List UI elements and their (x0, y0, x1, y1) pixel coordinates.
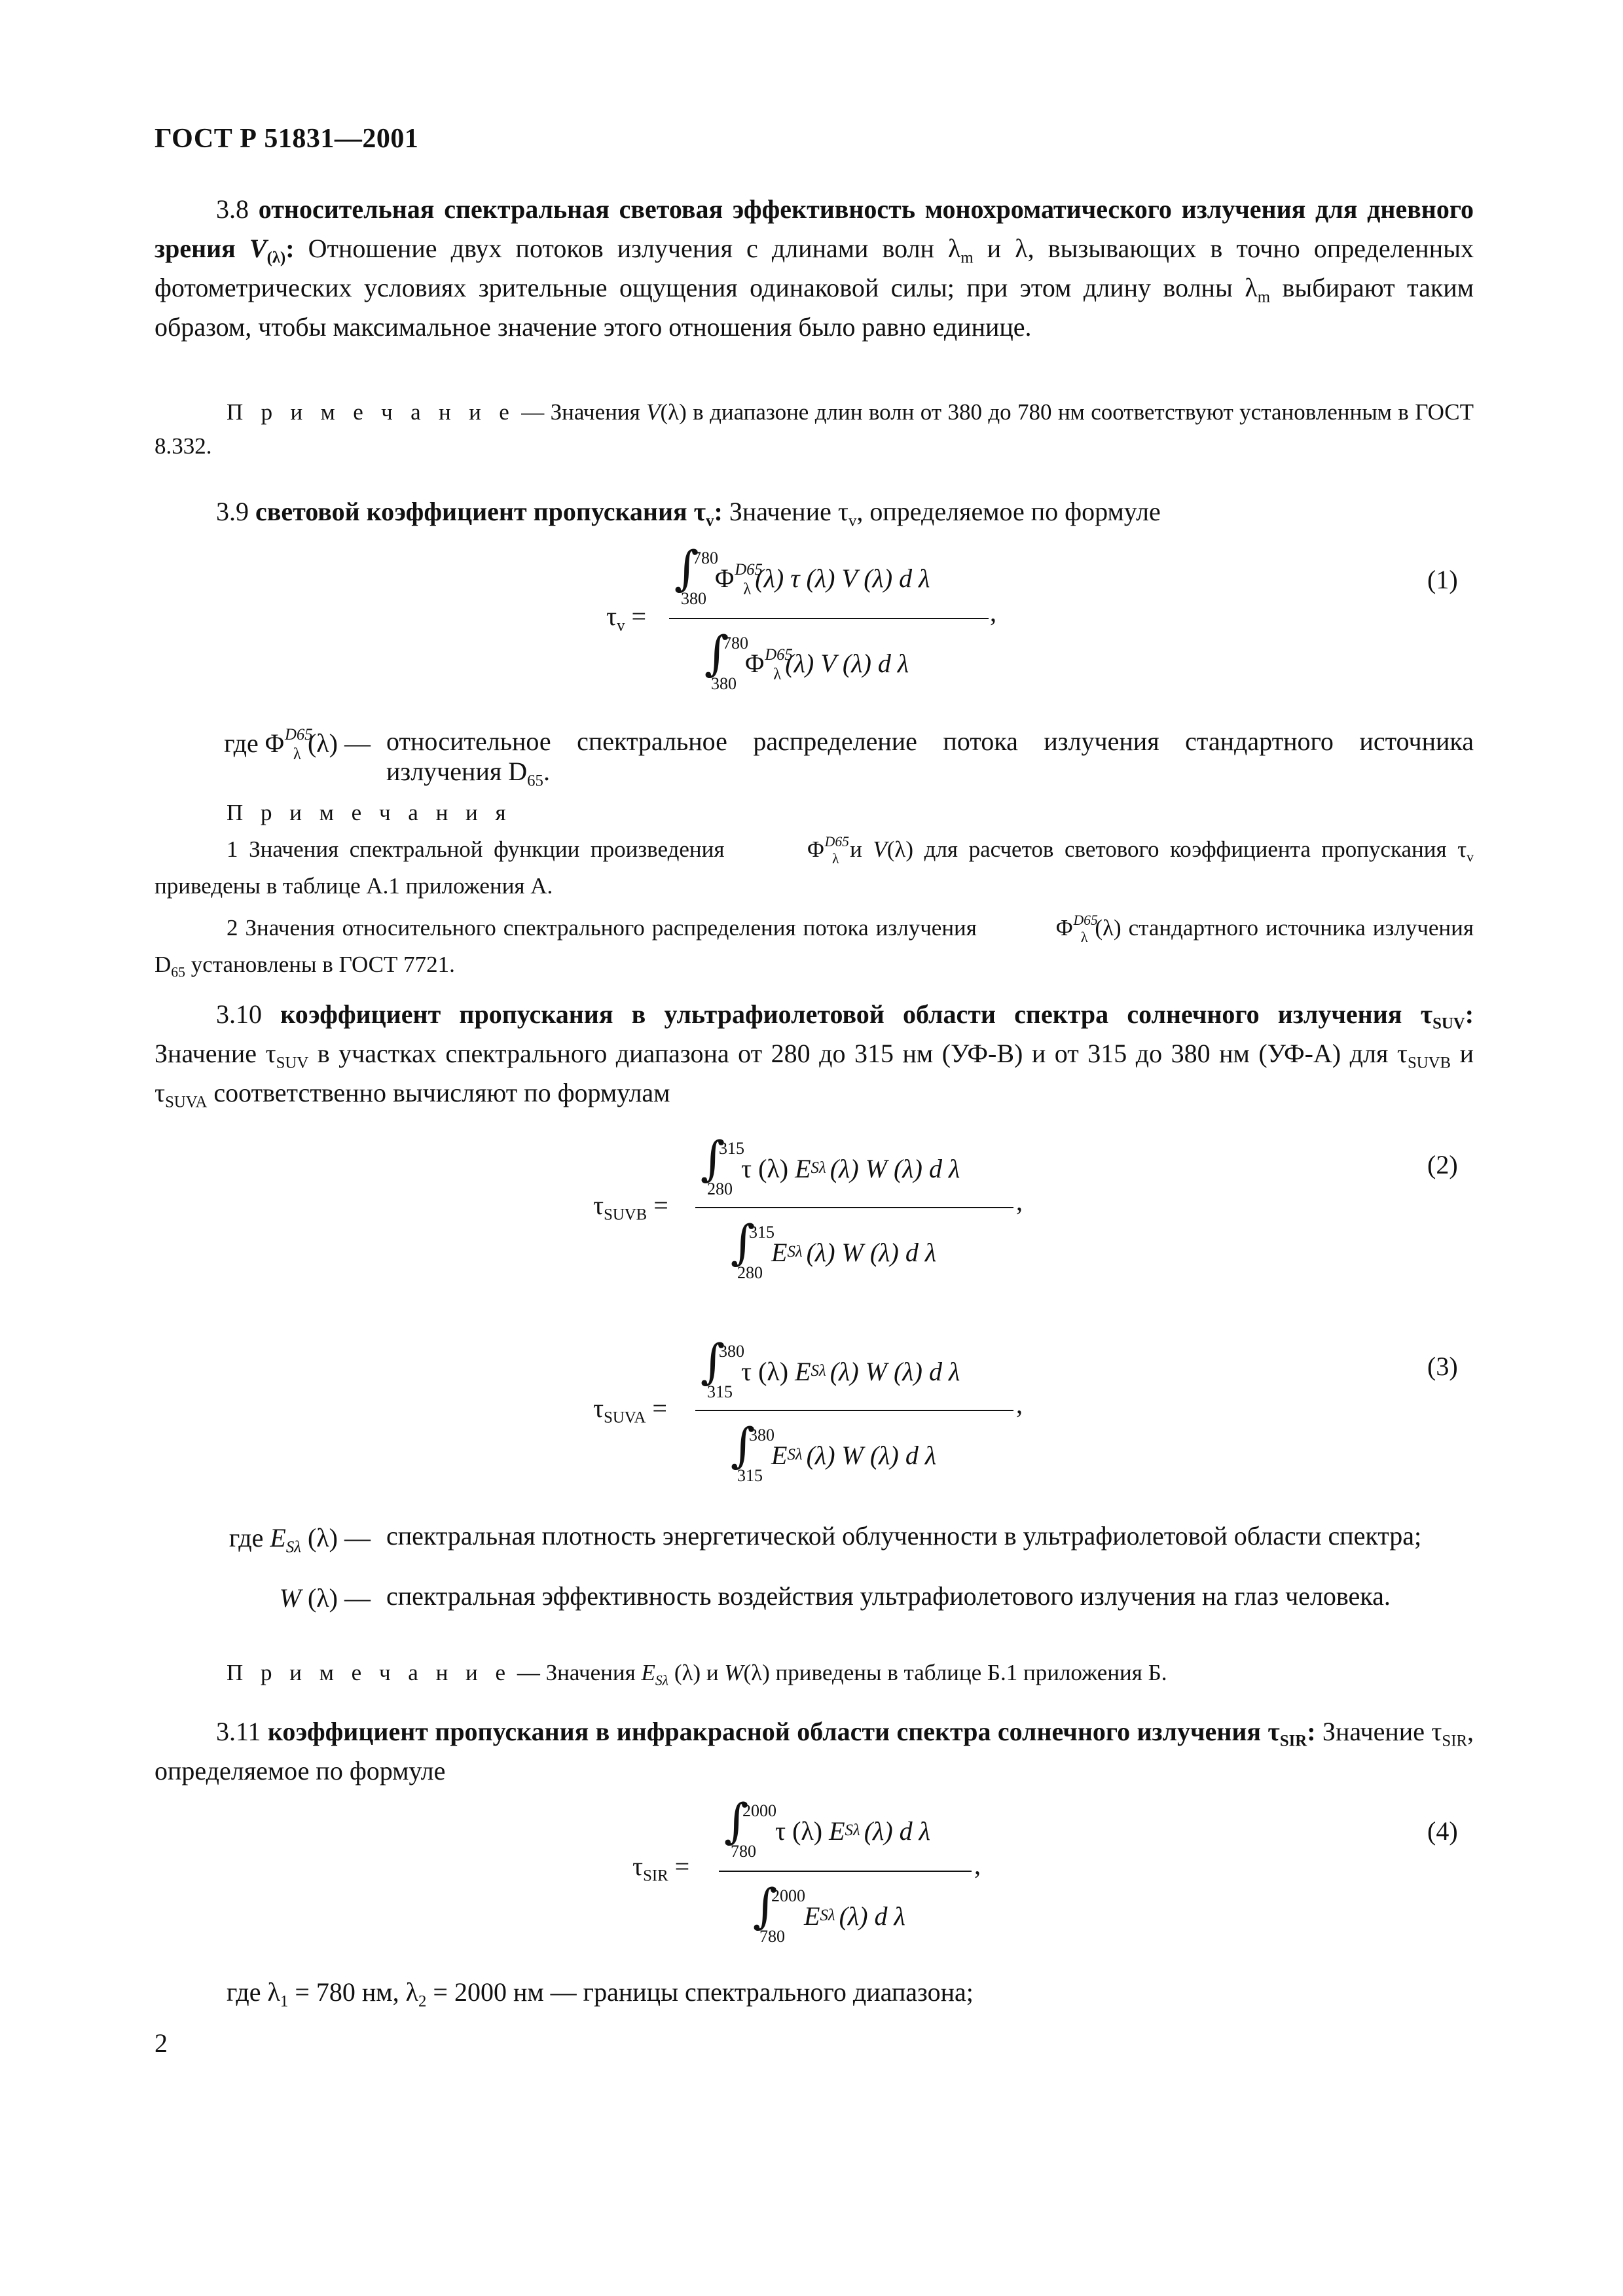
formula-denominator: ∫ 780 380 $\Phi^{D65}_\lambda$ (λ) V (λ) d λ (699, 634, 909, 692)
where-term-phi: где $\Phi^{D65}_\lambda$ (λ) — (224, 726, 371, 764)
formula-numerator: ∫ 780 380 $\Phi^{D65}_\lambda$ (λ) τ (λ) V (λ) d λ (669, 548, 930, 607)
section-3-11: 3.11 коэффициент пропускания в инфракрасной области спектра солнечного излучения $\tau_{SIR}$: Значение $\tau_{SIR}$, определяемое по формуле (155, 1717, 1474, 1785)
subscript: m (1257, 288, 1271, 306)
integral-sign: ∫ 380 315 (731, 1418, 775, 1485)
page-number: 2 (155, 2028, 168, 2058)
formula-numerator: ∫ 380 315 τ (λ) E Sλ (λ) W (λ) d λ (695, 1342, 960, 1401)
fraction-line (695, 1410, 1013, 1411)
equation-number: (4) (1427, 1816, 1458, 1846)
symbol-subscript: v (706, 512, 714, 530)
comma: , (1016, 1187, 1023, 1216)
term-title: коэффициент пропускания в инфракрасной области спектра солнечного излучения (267, 1717, 1262, 1746)
section-number: 3.11 (216, 1717, 261, 1746)
section-3-10: 3.10 коэффициент пропускания в ультрафиолетовой области спектра солнечного излучения $\tau_{SUV}$: Значение $\tau_{SUV}$ в участках спектрального диапазона от 280 до 315 нм (УФ-В) и от 315 до 380 нм (УФ-А) для $\tau_{SUVB}$ и $\tau_{SUVA}$ соответственно вычисляют по формулам (155, 999, 1474, 1111)
integral-sign: ∫ 780 380 (704, 626, 748, 693)
formula-lhs: $\tau_{SUVA}$ = (593, 1393, 667, 1427)
section-3-9: 3.9 световой коэффициент пропускания $\tau_v$: Значение $\tau_v$, определяемое по формуле (216, 497, 1161, 530)
definition-text: Значение τ (729, 497, 848, 526)
fraction-line (719, 1871, 972, 1872)
integral-sign: ∫ 315 280 (731, 1215, 775, 1282)
document-header: ГОСТ Р 51831—2001 (155, 124, 419, 154)
symbol: τ (693, 497, 706, 526)
section-3-8: 3.8 относительная спектральная световая эффективность монохроматического излучения для дневного зрения $V_{(\lambda)}$: Отношение двух потоков излучения с длинами волн $\lambda_m$ и λ, вызывающих в точно определенных фотометрических условиях зрительные ощущения одинаковой силы; при этом длину волны $\lambda_m$ выбирают таким образом, чтобы максимальное значение этого отношения было равно единице. (155, 194, 1474, 342)
integral-sign: ∫ 2000 780 (753, 1878, 805, 1946)
subscript: v (848, 512, 857, 530)
formula-lhs: $\tau_{SIR}$ = (632, 1852, 690, 1885)
equation-number: (2) (1427, 1150, 1458, 1179)
note-label: П р и м е ч а н и е (227, 399, 515, 425)
formula-lhs: $\tau_{SUVB}$ = (593, 1191, 668, 1224)
note-3-9-1: 1 Значения спектральной функции произведения $\Phi^{D65}_\lambda$ и V(λ) для расчетов светового коэффициента пропускания $\tau_v$ приведены в таблице А.1 приложения А. (155, 833, 1474, 899)
definition-text: Отношение двух потоков излучения с длинами волн λ (308, 234, 961, 263)
where-desc-w: спектральная эффективность воздействия ультрафиолетового излучения на глаз человека. (386, 1581, 1391, 1611)
symbol: V (646, 399, 661, 425)
integral-sign: ∫ 380 315 (701, 1334, 744, 1401)
note-3-10: П р и м е ч а н и е — Значения $E_{S\lambda}$ (λ) и W(λ) приведены в таблице Б.1 приложения Б. (227, 1660, 1167, 1689)
note-text: (λ) в диапазоне длин волн от 380 до 780 нм соответствуют установленным в ГОСТ 8.332. (155, 399, 1474, 459)
definition-text: , определяемое по формуле (856, 497, 1161, 526)
note-text: — Значения (521, 399, 640, 425)
equation-number: (3) (1427, 1352, 1458, 1381)
section-number: 3.8 (216, 194, 249, 224)
formula-denominator: ∫ 380 315 E Sλ (λ) W (λ) d λ (725, 1426, 936, 1484)
subscript: m (960, 249, 974, 267)
term-title: коэффициент пропускания в ультрафиолетовой области спектра солнечного излучения (280, 999, 1402, 1029)
formula-numerator: ∫ 315 280 τ (λ) E Sλ (λ) W (λ) d λ (695, 1139, 960, 1198)
integral-sign: ∫ 2000 780 (724, 1793, 776, 1861)
where-desc-e: спектральная плотность энергетической облученности в ультрафиолетовой области спектра; (386, 1521, 1422, 1551)
integral-sign: ∫ 315 280 (701, 1131, 744, 1198)
formula-lhs: $\tau_v$ = (606, 601, 647, 635)
formula-denominator: ∫ 2000 780 E Sλ (λ) d λ (748, 1886, 905, 1945)
formula-denominator: ∫ 315 280 E Sλ (λ) W (λ) d λ (725, 1223, 936, 1282)
equation-number: (1) (1427, 565, 1458, 594)
notes-label: П р и м е ч а н и я (227, 800, 512, 825)
formula-numerator: ∫ 2000 780 τ (λ) E Sλ (λ) d λ (719, 1801, 930, 1860)
term-title: световой коэффициент пропускания (255, 497, 687, 526)
section-number: 3.9 (216, 497, 249, 526)
definition-text: выбирают таким образом, чтобы максимальное значение этого отношения было равно единице. (155, 273, 1474, 342)
symbol: V (249, 234, 267, 263)
term-title: относительная спектральная световая эффективность монохроматического излучения для дневного зрения (155, 194, 1474, 263)
symbol-subscript: (λ) (266, 249, 286, 267)
note-3-9-2: 2 Значения относительного спектрального распределения потока излучения $\Phi^{D65}_\lambda$ (λ) стандартного источника излучения $D_{65}$ установлены в ГОСТ 7721. (155, 912, 1474, 980)
comma: , (1016, 1390, 1023, 1419)
integral-sign: ∫ 780 380 (674, 541, 718, 608)
where-term-w: W (λ) — (279, 1583, 371, 1613)
spectral-range-bounds: где $\lambda_1 = 780$ нм, $\lambda_2 = 2000$ нм — границы спектрального диапазона; (227, 1977, 974, 2011)
section-number: 3.10 (216, 999, 262, 1029)
note-3-8 (155, 395, 1474, 463)
where-term-e: где $E_{S\lambda}$ (λ) — (228, 1523, 371, 1556)
fraction-line (669, 618, 989, 619)
comma: , (990, 598, 996, 627)
fraction-line (695, 1207, 1013, 1208)
comma: , (974, 1850, 981, 1880)
where-desc-phi: относительное спектральное распределение потока излучения стандартного источника излучения $D_{65}$. (386, 726, 1474, 790)
definition-text: и λ, вызывающих в точно определенных фотометрических условиях зрительные ощущения одинаковой силы; при этом длину волны λ (155, 234, 1474, 302)
